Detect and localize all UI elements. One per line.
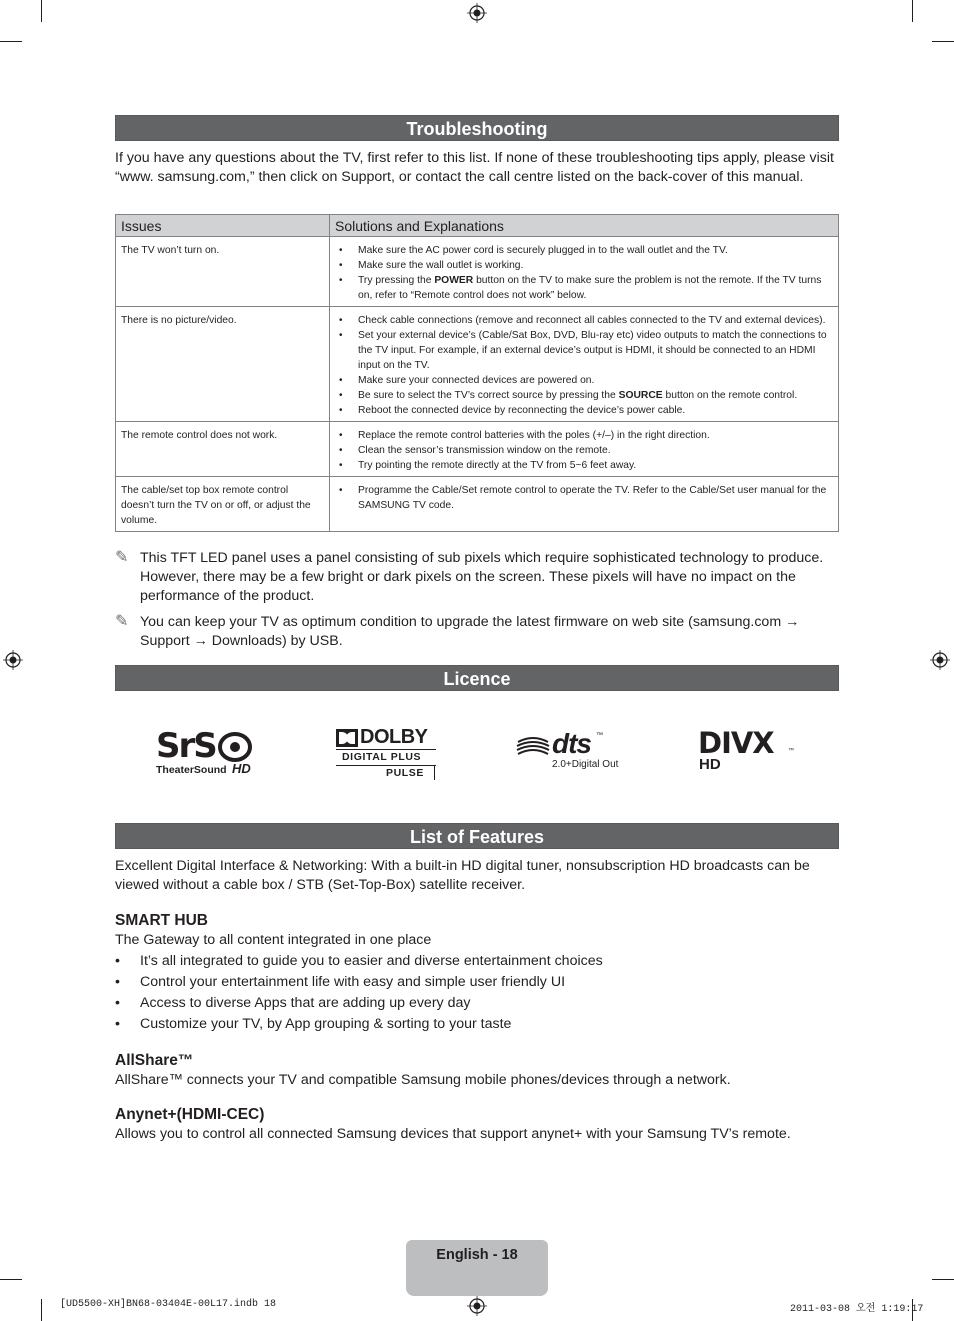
pencil-note-icon: ✎ [115, 613, 129, 630]
srs-wordmark: SrS [156, 726, 216, 766]
issue-cell: The remote control does not work. [116, 422, 330, 477]
registration-mark-icon [3, 650, 23, 670]
table-row [116, 237, 839, 307]
note-firmware [115, 613, 839, 651]
troubleshooting-title: Troubleshooting [115, 115, 839, 141]
note-text: This TFT LED panel uses a panel consisting of sub pixels which require sophisticated technology to produce. However, there may be a few bright or dark pixels on the screen. These pixels will have no impact on the performance of the product. [140, 550, 824, 604]
pencil-note-icon: ✎ [115, 549, 129, 566]
troubleshooting-table [115, 214, 839, 532]
divx-tm: ™ [788, 748, 794, 754]
table-header-row [116, 215, 839, 237]
dts-wordmark: dts [552, 728, 591, 759]
note-text: You can keep your TV as optimum condition to upgrade the latest firmware on web site (samsung.com → Support → Downloads) by USB. [140, 614, 800, 649]
solution-item: • Try pointing the remote directly at the TV from 5~6 feet away. [335, 458, 833, 473]
dolby-double-d-logo [336, 729, 358, 747]
dolby-digital-plus-pulse-logo [336, 726, 438, 781]
smart-hub-text: The Gateway to all content integrated in one place [115, 932, 432, 948]
slug-file-info: [UD5500-XH]BN68-03404E-00L17.indb 18 [60, 1299, 277, 1310]
issue-cell: There is no picture/video. [116, 307, 330, 422]
crop-mark [912, 0, 913, 22]
dolby-wordmark: DOLBY [360, 726, 428, 748]
crop-mark [41, 0, 42, 22]
srs-hd: HD [232, 761, 251, 776]
slug-timestamp: 2011-03-08 오전 1:19:17 [790, 1304, 924, 1315]
solution-item: • Make sure your connected devices are powered on. [335, 373, 833, 388]
issues-header: Issues [116, 215, 330, 237]
crop-mark [0, 41, 22, 42]
solution-item: • Check cable connections (remove and reconnect all cables connected to the TV and external devices). [335, 313, 833, 328]
srs-circle-logo [218, 732, 252, 762]
troubleshooting-intro: If you have any questions about the TV, first refer to this list. If none of these troubleshooting tips apply, please visit “www. samsung.com,” then click on Support, or contact the call centre listed on the back-cover of this manual. [115, 150, 834, 185]
solution-cell [330, 477, 839, 532]
smart-hub-bullets [115, 952, 839, 1036]
dts-sub: 2.0+Digital Out [552, 759, 619, 770]
solution-item: • Replace the remote control batteries with the poles (+/–) in the right direction. [335, 428, 833, 443]
crop-mark [41, 1299, 42, 1321]
table-row [116, 307, 839, 422]
note-tft-panel [115, 549, 839, 606]
crop-mark [932, 1279, 954, 1280]
divx-hd-logo [698, 726, 798, 774]
features-title: List of Features [115, 823, 839, 849]
allshare-text: AllShare™ connects your TV and compatible Samsung mobile phones/devices through a network. [115, 1072, 731, 1088]
srs-theatersound-logo [156, 726, 260, 778]
anynet-text: Allows you to control all connected Samsung devices that support anynet+ with your Samsung TV’s remote. [115, 1126, 791, 1142]
smart-hub-heading: SMART HUB [115, 912, 208, 929]
solution-item: • Be sure to select the TV’s correct source by pressing the SOURCE button on the remote control. [335, 388, 833, 403]
licence-title: Licence [115, 665, 839, 691]
dts-swoosh-logo [516, 736, 550, 758]
divx-wordmark: DIVX [698, 726, 774, 760]
solution-cell [330, 422, 839, 477]
solution-cell [330, 307, 839, 422]
list-item: • Customize your TV, by App grouping & sorting to your taste [115, 1015, 839, 1036]
issue-cell: The TV won’t turn on. [116, 237, 330, 307]
crop-mark [932, 41, 954, 42]
page-number-tab: English - 18 [406, 1240, 548, 1296]
allshare-heading: AllShare™ [115, 1052, 194, 1069]
solution-item: • Programme the Cable/Set remote control to operate the TV. Refer to the Cable/Set user manual for the SAMSUNG TV code. [335, 483, 833, 513]
solution-item: • Set your external device’s (Cable/Sat Box, DVD, Blu-ray etc) video outputs to match the connections to the TV input. For example, if an external device’s output is HDMI, it should be connected to an HDMI input on the TV. [335, 328, 833, 373]
table-row [116, 477, 839, 532]
issue-cell: The cable/set top box remote control doesn’t turn the TV on or off, or adjust the volume. [116, 477, 330, 532]
solution-cell [330, 237, 839, 307]
registration-mark-icon [467, 1296, 487, 1316]
divx-hd: HD [699, 756, 721, 773]
table-row [116, 422, 839, 477]
solution-item: • Try pressing the POWER button on the TV to make sure the problem is not the remote. If the TV turns on, refer to “Remote control does not work” below. [335, 273, 833, 303]
registration-mark-icon [930, 650, 950, 670]
dts-tm: ™ [596, 732, 603, 739]
table-body [116, 237, 839, 532]
solutions-header: Solutions and Explanations [330, 215, 839, 237]
dts-digital-out-logo [516, 728, 620, 774]
solution-item: • Reboot the connected device by reconnecting the device’s power cable. [335, 403, 833, 418]
dolby-line1: DIGITAL PLUS [342, 751, 422, 763]
list-item: • Access to diverse Apps that are adding up every day [115, 994, 839, 1015]
solution-item: • Clean the sensor’s transmission window on the remote. [335, 443, 833, 458]
solution-item: • Make sure the AC power cord is securely plugged in to the wall outlet and the TV. [335, 243, 833, 258]
srs-sub: TheaterSound [156, 764, 227, 776]
anynet-heading: Anynet+(HDMI-CEC) [115, 1106, 265, 1123]
solution-item: • Make sure the wall outlet is working. [335, 258, 833, 273]
list-item: • Control your entertainment life with easy and simple user friendly UI [115, 973, 839, 994]
dolby-line2: PULSE [386, 767, 425, 779]
features-intro: Excellent Digital Interface & Networking: With a built-in HD digital tuner, nonsubscription HD broadcasts can be viewed without a cable box / STB (Set-Top-Box) satellite receiver. [115, 858, 810, 893]
registration-mark-icon [467, 3, 487, 23]
list-item: • It’s all integrated to guide you to easier and diverse entertainment choices [115, 952, 839, 973]
crop-mark [0, 1279, 22, 1280]
